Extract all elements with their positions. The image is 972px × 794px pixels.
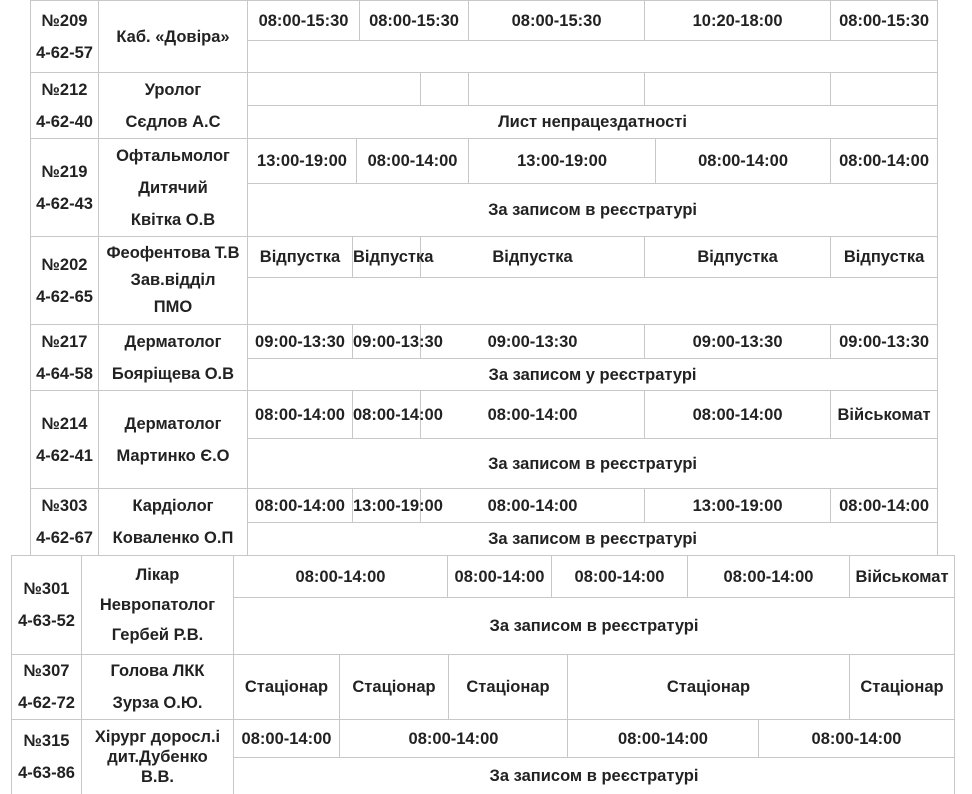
table-row <box>31 391 938 439</box>
time-cell: 08:00-14:00 <box>552 556 688 598</box>
time-cell: 08:00-14:00 <box>759 720 955 758</box>
doctor-line: Зав.відділ <box>130 271 216 289</box>
doctor-line: ПМО <box>153 298 193 316</box>
doctor-line: Дерматолог <box>124 332 222 351</box>
room-phone: 4-62-72 <box>18 694 75 712</box>
time-cell: 08:00-14:00 <box>568 720 759 758</box>
time-cell: 08:00-14:00 <box>421 489 645 523</box>
doctor-line: Хірург доросл.і <box>94 727 221 746</box>
time-cell: 08:00-14:00 <box>357 139 469 184</box>
note-cell: За записом у реєстратурі <box>248 359 938 391</box>
doctor-cell <box>99 139 248 237</box>
time-cell: 08:00-15:30 <box>360 1 469 41</box>
doctor-cell <box>82 655 234 720</box>
time-cell: 13:00-19:00 <box>645 489 831 523</box>
doctor-line: Мартинко Є.О <box>116 446 230 465</box>
note-cell: За записом в реєстратурі <box>234 758 955 794</box>
room-number: №212 <box>41 80 88 99</box>
time-cell: Військомат <box>831 391 938 439</box>
doctor-line: Уролог <box>144 80 202 99</box>
time-cell <box>421 73 469 106</box>
table-row <box>31 237 938 278</box>
time-cell: Стаціонар <box>234 655 340 720</box>
time-cell <box>831 73 938 106</box>
room-cell <box>31 325 99 391</box>
doctor-cell <box>99 73 248 139</box>
table-row <box>12 655 955 720</box>
room-number: №307 <box>23 662 70 680</box>
table-row <box>12 556 955 598</box>
room-cell <box>31 139 99 237</box>
note-cell <box>248 278 938 325</box>
time-cell: Відпустка <box>831 237 938 278</box>
room-cell <box>12 655 82 720</box>
doctor-line: Сєдлов А.С <box>125 112 221 131</box>
doctor-line: Лікар <box>135 566 180 584</box>
time-cell: 09:00-13:30 <box>831 325 938 359</box>
room-phone: 4-63-52 <box>18 612 75 630</box>
room-number: №303 <box>41 497 88 515</box>
note-cell: За записом в реєстратурі <box>248 184 938 237</box>
time-cell <box>645 73 831 106</box>
time-cell: 08:00-14:00 <box>248 489 353 523</box>
time-cell: 13:00-19:00 <box>248 139 357 184</box>
doctor-line: Дерматолог <box>124 414 222 433</box>
table-row <box>31 1 938 41</box>
time-cell: 08:00-14:00 <box>656 139 831 184</box>
doctor-cell <box>99 489 248 556</box>
time-cell: 08:00-14:00 <box>831 139 938 184</box>
room-cell <box>31 391 99 489</box>
time-cell <box>469 73 645 106</box>
time-cell: 08:00-14:00 <box>340 720 568 758</box>
doctor-line: Каб. «Довіра» <box>116 27 230 46</box>
time-cell: 09:00-13:30 <box>645 325 831 359</box>
time-cell: 08:00-14:00 <box>448 556 552 598</box>
doctor-line: Невропатолог <box>99 596 216 614</box>
table-row <box>31 139 938 184</box>
doctor-cell <box>99 1 248 73</box>
time-cell: 08:00-14:00 <box>688 556 850 598</box>
time-cell: 08:00-14:00 <box>421 391 645 439</box>
time-cell: 08:00-14:00 <box>234 720 340 758</box>
room-phone: 4-63-86 <box>18 763 75 782</box>
doctor-line: Кардіолог <box>132 497 214 515</box>
doctor-cell <box>99 237 248 325</box>
time-cell: 09:00-13:30 <box>353 325 421 359</box>
time-cell: Стаціонар <box>850 655 955 720</box>
table-row <box>31 73 938 106</box>
room-number: №209 <box>41 11 88 30</box>
time-cell: Стаціонар <box>568 655 850 720</box>
doctor-line: Коваленко О.П <box>112 529 234 547</box>
table-row <box>31 489 938 523</box>
doctor-line: дит.Дубенко <box>107 747 208 766</box>
room-cell <box>31 237 99 325</box>
schedule-table-upper <box>30 0 938 556</box>
room-cell <box>31 73 99 139</box>
room-phone: 4-62-40 <box>36 112 93 131</box>
room-phone: 4-62-65 <box>36 287 93 306</box>
time-cell: 08:00-14:00 <box>234 556 448 598</box>
room-cell <box>12 556 82 655</box>
room-phone: 4-62-57 <box>36 43 93 62</box>
time-cell: 08:00-14:00 <box>248 391 353 439</box>
schedule-table-lower <box>11 555 955 794</box>
room-cell <box>12 720 82 794</box>
note-cell: Лист непрацездатності <box>248 106 938 139</box>
time-cell: Відпустка <box>248 237 353 278</box>
room-number: №217 <box>41 332 88 351</box>
time-cell: 08:00-14:00 <box>831 489 938 523</box>
time-cell: 09:00-13:30 <box>248 325 353 359</box>
time-cell: 08:00-14:00 <box>353 391 421 439</box>
doctor-line: Гербей Р.В. <box>111 626 204 644</box>
room-number: №202 <box>41 255 88 274</box>
time-cell: 13:00-19:00 <box>469 139 656 184</box>
time-cell: Відпустка <box>421 237 645 278</box>
time-cell: 08:00-15:30 <box>248 1 360 41</box>
room-number: №315 <box>23 731 70 750</box>
time-cell: Стаціонар <box>340 655 449 720</box>
doctor-line: Дитячий <box>138 178 208 197</box>
note-cell: За записом в реєстратурі <box>234 598 955 655</box>
time-cell: Відпустка <box>353 237 421 278</box>
time-cell <box>248 73 421 106</box>
note-cell <box>248 41 938 73</box>
table-row <box>12 720 955 758</box>
room-phone: 4-62-43 <box>36 194 93 213</box>
time-cell: 08:00-15:30 <box>469 1 645 41</box>
doctor-cell <box>82 720 234 794</box>
time-cell: Військомат <box>850 556 955 598</box>
doctor-cell <box>99 325 248 391</box>
time-cell: Відпустка <box>645 237 831 278</box>
room-phone: 4-64-58 <box>36 364 93 383</box>
time-cell: 08:00-15:30 <box>831 1 938 41</box>
doctor-line: Бояріщева О.В <box>111 364 235 383</box>
time-cell: Стаціонар <box>449 655 568 720</box>
time-cell: 08:00-14:00 <box>645 391 831 439</box>
table-row <box>31 325 938 359</box>
doctor-line: В.В. <box>141 767 174 786</box>
time-cell: 10:20-18:00 <box>645 1 831 41</box>
doctor-line: Квітка О.В <box>130 210 216 229</box>
doctor-cell <box>82 556 234 655</box>
note-cell: За записом в реєстратурі <box>248 523 938 556</box>
doctor-line: Зурза О.Ю. <box>112 694 203 712</box>
note-cell: За записом в реєстратурі <box>248 439 938 489</box>
room-number: №301 <box>23 580 70 598</box>
doctor-line: Офтальмолог <box>116 146 230 165</box>
doctor-line: Голова ЛКК <box>110 662 205 680</box>
doctor-line: Феофентова Т.В <box>106 244 240 262</box>
room-number: №219 <box>41 162 88 181</box>
room-cell <box>31 489 99 556</box>
time-cell: 09:00-13:30 <box>421 325 645 359</box>
doctor-cell <box>99 391 248 489</box>
room-phone: 4-62-41 <box>36 446 93 465</box>
time-cell: 13:00-19:00 <box>353 489 421 523</box>
room-cell <box>31 1 99 73</box>
room-number: №214 <box>41 414 88 433</box>
room-phone: 4-62-67 <box>36 529 93 547</box>
